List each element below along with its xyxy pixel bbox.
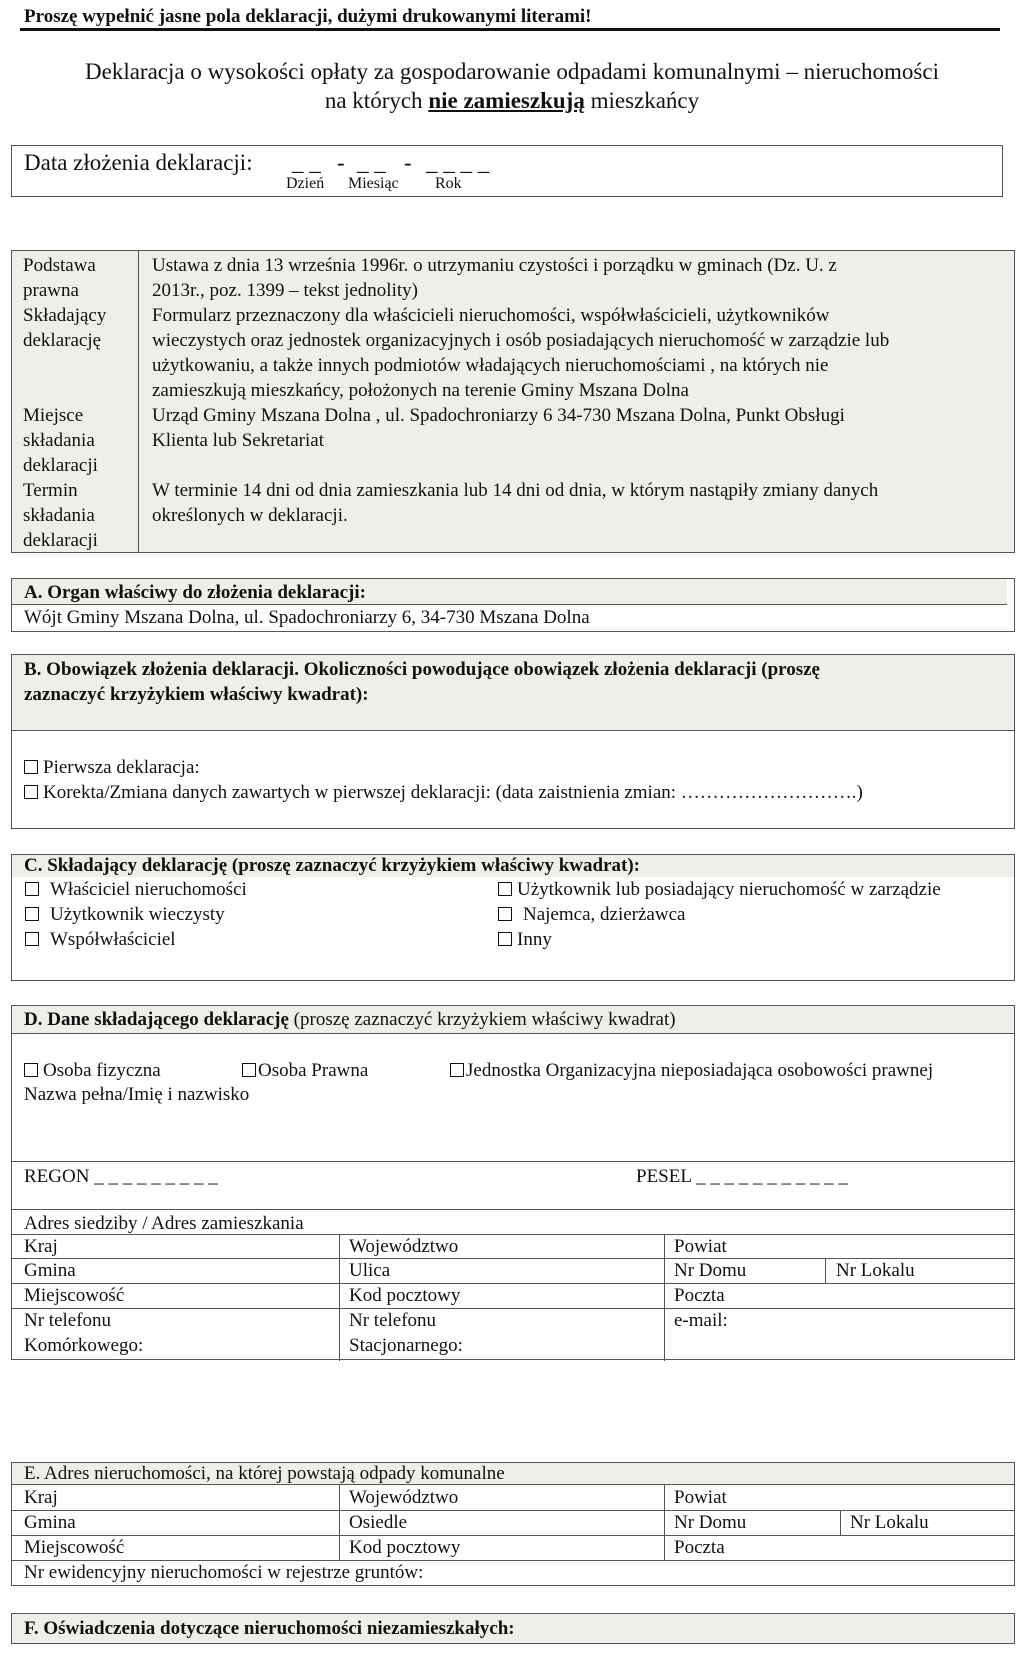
full-name-label: Nazwa pełna/Imię i nazwisko <box>24 1084 250 1105</box>
date-month-label: Miesiąc <box>348 175 399 192</box>
info-text-deadline <box>152 478 878 528</box>
checkbox[interactable] <box>498 907 512 921</box>
col-divider <box>664 1485 665 1560</box>
text-line: Formularz przeznaczony dla właścicieli nieruchomości, współwłaścicieli, użytkowników <box>152 305 830 326</box>
form-instruction: Proszę wypełnić jasne pola deklaracji, dużymi drukowanymi literami! <box>24 6 592 27</box>
row-divider <box>12 1308 1014 1309</box>
regon-field[interactable]: REGON _ _ _ _ _ _ _ _ _ <box>24 1166 218 1187</box>
email-field[interactable]: e-mail: <box>674 1310 728 1331</box>
form-title <box>0 57 1024 115</box>
option-label: Użytkownik lub posiadający nieruchomość w zarządzie <box>517 879 941 900</box>
section-a-title: A. Organ właściwy do złożenia deklaracji: <box>24 582 366 603</box>
property-house-number-field[interactable]: Nr Domu <box>674 1512 747 1533</box>
info-label-submitter <box>23 303 106 353</box>
section-c-title: C. Składający deklarację (proszę zaznaczyć krzyżykiem właściwy kwadrat): <box>24 855 640 876</box>
district-field[interactable]: Powiat <box>674 1236 727 1257</box>
landline-phone-field[interactable] <box>349 1308 463 1358</box>
checkbox[interactable] <box>450 1063 464 1077</box>
info-table-divider <box>138 251 139 552</box>
label-line: deklaracji <box>23 530 98 551</box>
info-label-legal-basis <box>23 253 96 303</box>
title-bold: D. Dane składającego deklarację <box>24 1009 289 1030</box>
text-line: Klienta lub Sekretariat <box>152 430 324 451</box>
col-divider <box>840 1510 841 1535</box>
checkbox[interactable] <box>25 907 39 921</box>
property-flat-number-field[interactable]: Nr Lokalu <box>850 1512 929 1533</box>
col-divider <box>825 1258 826 1283</box>
option-tenant[interactable] <box>498 902 685 927</box>
option-legal-person[interactable] <box>242 1058 368 1083</box>
date-year-label: Rok <box>435 175 462 192</box>
option-label: Najemca, dzierżawca <box>523 904 686 925</box>
option-label: Pierwsza deklaracja: <box>43 757 200 778</box>
section-f <box>11 1613 1015 1644</box>
option-label: Współwłaściciel <box>50 929 176 950</box>
label-line: składania <box>23 505 95 526</box>
checkbox[interactable] <box>25 932 39 946</box>
label-line: deklaracji <box>23 455 98 476</box>
street-field[interactable]: Ulica <box>349 1260 391 1281</box>
date-day-field[interactable]: _ _ <box>292 150 321 175</box>
country-field[interactable]: Kraj <box>24 1236 58 1257</box>
section-b <box>11 654 1015 829</box>
date-separator: - <box>337 150 345 175</box>
row-divider <box>12 1161 1014 1162</box>
section-b-title <box>24 657 820 707</box>
date-year-field[interactable]: _ _ _ _ <box>426 150 490 175</box>
text-line: 2013r., poz. 1399 – tekst jednolity) <box>152 280 418 301</box>
full-name-field[interactable] <box>12 1106 1014 1161</box>
option-natural-person[interactable] <box>24 1058 161 1083</box>
checkbox[interactable] <box>498 932 512 946</box>
text-line: W terminie 14 dni od dnia zamieszkania lub 14 dni od dnia, w którym nastąpiły zmiany danych <box>152 480 879 501</box>
town-field[interactable]: Miejscowość <box>24 1285 125 1306</box>
property-post-office-field[interactable]: Poczta <box>674 1537 725 1558</box>
option-label: Korekta/Zmiana danych zawartych w pierwszej deklaracji: (data zaistnienia zmian: ……………………….) <box>43 782 863 803</box>
col-divider <box>664 1234 665 1361</box>
label-line: Termin <box>23 480 78 501</box>
land-register-number-field[interactable]: Nr ewidencyjny nieruchomości w rejestrze gruntów: <box>24 1562 424 1583</box>
flat-number-field[interactable]: Nr Lokalu <box>836 1260 915 1281</box>
option-first-declaration[interactable] <box>24 755 200 780</box>
field-label: Nr telefonu <box>24 1310 112 1331</box>
option-label: Osoba fizyczna <box>43 1060 161 1081</box>
label-line: deklarację <box>23 330 102 351</box>
house-number-field[interactable]: Nr Domu <box>674 1260 747 1281</box>
text-line: użytkowaniu, a także innych podmiotów władających nieruchomościami , na których nie <box>152 355 829 376</box>
row-divider <box>12 1209 1014 1210</box>
text-line: określonych w deklaracji. <box>152 505 348 526</box>
info-text-submitter <box>152 303 889 403</box>
section-f-title: F. Oświadczenia dotyczące nieruchomości niezamieszkałych: <box>24 1618 515 1639</box>
option-user-manager[interactable] <box>498 877 941 902</box>
address-title: Adres siedziby / Adres zamieszkania <box>24 1213 304 1234</box>
title-text: mieszkańcy <box>584 88 700 113</box>
field-label: Nr telefonu <box>349 1310 437 1331</box>
form-title-line1: Deklaracja o wysokości opłaty za gospodarowanie odpadami komunalnymi – nieruchomości <box>85 59 939 84</box>
label-line: Miejsce <box>23 405 84 426</box>
col-divider <box>339 1234 340 1361</box>
pesel-field[interactable]: PESEL _ _ _ _ _ _ _ _ _ _ _ <box>636 1166 848 1187</box>
col-divider <box>339 1485 340 1560</box>
submission-date-label: Data złożenia deklaracji: <box>24 150 253 175</box>
checkbox[interactable] <box>24 760 38 774</box>
section-d <box>11 1005 1015 1360</box>
title-rest: (proszę zaznaczyć krzyżykiem właściwy kwadrat) <box>288 1009 676 1030</box>
info-text-legal-basis <box>152 253 837 303</box>
info-label-deadline <box>23 478 98 553</box>
checkbox[interactable] <box>498 882 512 896</box>
info-text-place <box>152 403 845 453</box>
info-label-place <box>23 403 98 478</box>
row-divider <box>12 1283 1014 1284</box>
section-c <box>11 854 1015 981</box>
checkbox[interactable] <box>242 1063 256 1077</box>
label-line: prawna <box>23 280 79 301</box>
date-month-field[interactable]: _ _ <box>357 150 386 175</box>
text-line: wieczystych oraz jednostek organizacyjnych i osób posiadających nieruchomość w zarządzie lub <box>152 330 890 351</box>
section-e-title: E. Adres nieruchomości, na której powstają odpady komunalne <box>24 1463 505 1484</box>
property-district-field[interactable]: Powiat <box>674 1487 727 1508</box>
form-title-line2 <box>0 86 1024 115</box>
title-emphasis: nie zamieszkują <box>428 88 585 113</box>
property-town-field[interactable]: Miejscowość <box>24 1537 125 1558</box>
voivodeship-field[interactable]: Województwo <box>349 1236 459 1257</box>
option-organizational-unit[interactable] <box>450 1058 933 1083</box>
property-postcode-field[interactable]: Kod pocztowy <box>349 1537 461 1558</box>
checkbox[interactable] <box>24 1063 38 1077</box>
option-label: Właściciel nieruchomości <box>50 879 247 900</box>
competent-authority: Wójt Gminy Mszana Dolna, ul. Spadochroniarzy 6, 34-730 Mszana Dolna <box>24 607 590 628</box>
section-a <box>11 578 1015 632</box>
property-estate-field[interactable]: Osiedle <box>349 1512 408 1533</box>
field-label: Stacjonarnego: <box>349 1335 463 1356</box>
checkbox[interactable] <box>25 882 39 896</box>
post-office-field[interactable]: Poczta <box>674 1285 725 1306</box>
section-e <box>11 1462 1015 1586</box>
label-line: składania <box>23 430 95 451</box>
title-line: B. Obowiązek złożenia deklaracji. Okoliczności powodujące obowiązek złożenia deklaracji (proszę <box>24 659 820 680</box>
row-divider <box>12 1535 1014 1536</box>
mobile-phone-field[interactable] <box>24 1308 143 1358</box>
commune-field[interactable]: Gmina <box>24 1260 76 1281</box>
property-voivodeship-field[interactable]: Województwo <box>349 1487 459 1508</box>
property-commune-field[interactable]: Gmina <box>24 1512 76 1533</box>
option-label: Jednostka Organizacyjna nieposiadająca osobowości prawnej <box>466 1060 934 1081</box>
option-label: Osoba Prawna <box>258 1060 369 1081</box>
section-d-title <box>24 1007 676 1032</box>
info-table <box>11 250 1015 553</box>
checkbox[interactable] <box>24 785 38 799</box>
option-other[interactable] <box>498 927 552 952</box>
title-text: na których <box>324 88 429 113</box>
postcode-field[interactable]: Kod pocztowy <box>349 1285 461 1306</box>
header-rule <box>20 28 1000 31</box>
date-day-label: Dzień <box>286 175 325 192</box>
option-label: Użytkownik wieczysty <box>50 904 225 925</box>
title-line: zaznaczyć krzyżykiem właściwy kwadrat): <box>24 684 369 705</box>
option-correction[interactable] <box>24 780 863 805</box>
property-country-field[interactable]: Kraj <box>24 1487 58 1508</box>
option-owner[interactable] <box>25 877 247 902</box>
field-label: Komórkowego: <box>24 1335 144 1356</box>
row-divider <box>12 1234 1014 1235</box>
date-separator: - <box>404 150 412 175</box>
submission-date-box <box>11 145 1003 197</box>
label-line: Podstawa <box>23 255 96 276</box>
text-line: Ustawa z dnia 13 września 1996r. o utrzymaniu czystości i porządku w gminach (Dz. U. z <box>152 255 837 276</box>
text-line: zamieszkują mieszkańcy, położonych na terenie Gminy Mszana Dolna <box>152 380 689 401</box>
label-line: Składający <box>23 305 107 326</box>
option-label: Inny <box>517 929 552 950</box>
option-co-owner[interactable] <box>25 927 176 952</box>
text-line: Urząd Gminy Mszana Dolna , ul. Spadochroniarzy 6 34-730 Mszana Dolna, Punkt Obsługi <box>152 405 845 426</box>
option-perpetual-user[interactable] <box>25 902 225 927</box>
